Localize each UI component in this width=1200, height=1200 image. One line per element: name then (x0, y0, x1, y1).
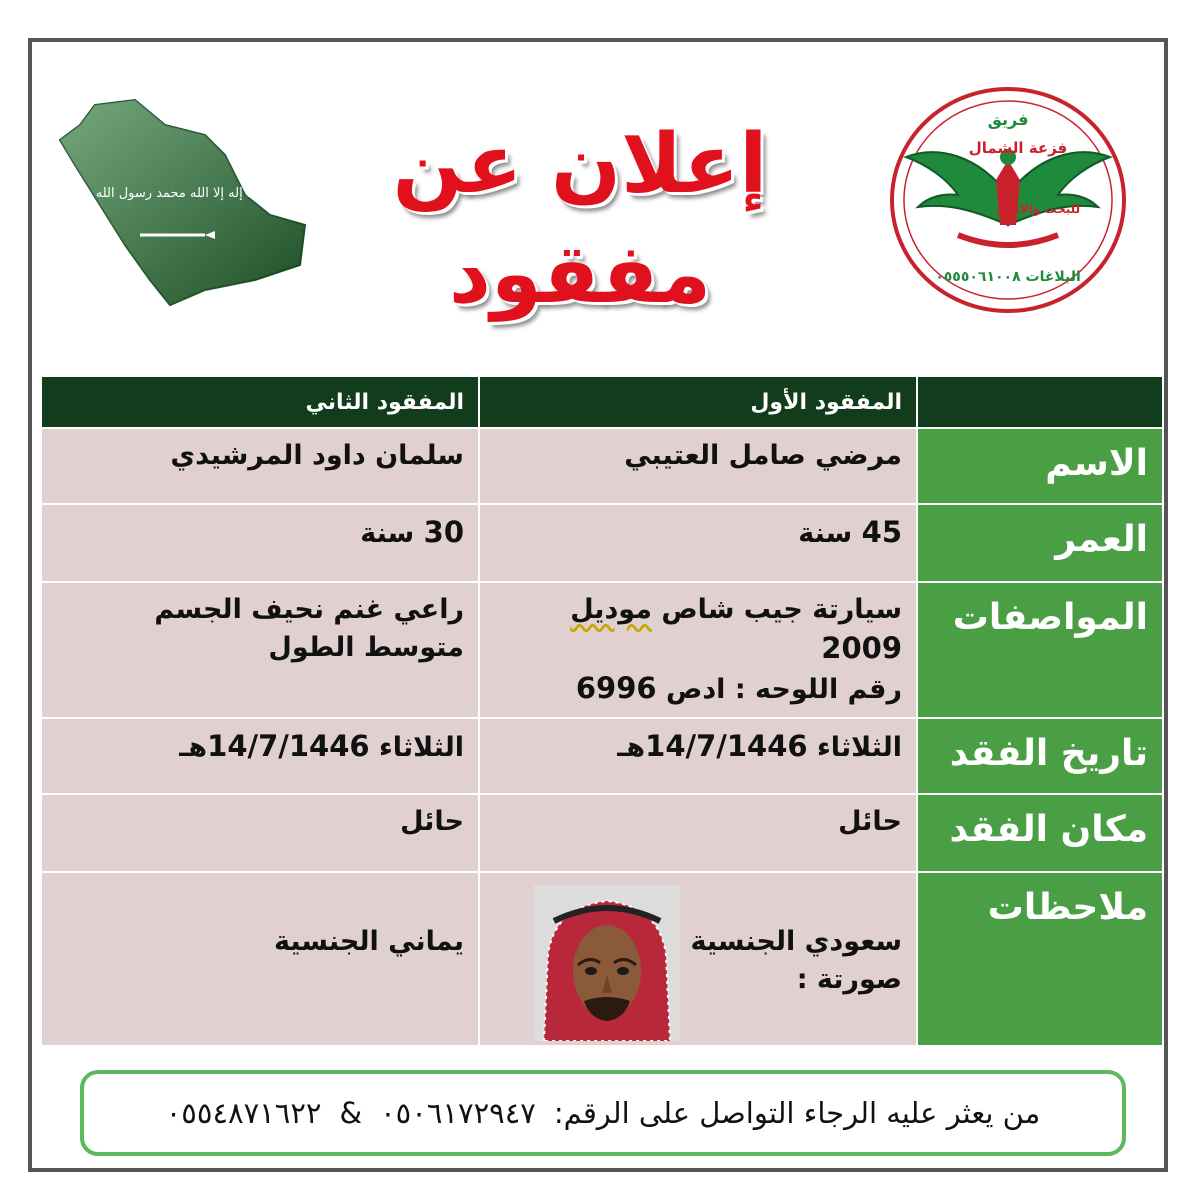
first-nationality: سعودي الجنسية (690, 926, 902, 957)
second-age-unit: سنة (360, 518, 415, 549)
second-age-number: 30 (423, 515, 464, 549)
missing-persons-table (40, 375, 1164, 1047)
second-date-day: الثلاثاء (379, 732, 464, 763)
second-place-value: حائل (41, 794, 479, 872)
first-age-unit: سنة (798, 518, 853, 549)
first-date-value (479, 718, 917, 794)
second-date-number: 14/7/1446 (207, 729, 370, 763)
vehicle-text: سيارتة جيب شاص (661, 594, 902, 625)
second-date-value (41, 718, 479, 794)
page-title: إعلان عن مفقود (392, 117, 768, 322)
second-age-value (41, 504, 479, 582)
first-age-number: 45 (861, 515, 902, 549)
first-photo-label: صورتة : (796, 964, 902, 995)
label-description: المواصفات (917, 582, 1163, 718)
header-corner-cell (917, 376, 1163, 428)
second-date-suffix: هـ (179, 732, 208, 763)
second-notes-value (41, 872, 479, 1046)
contact-phone-1[interactable]: ٠٥٠٦١٧٢٩٤٧ (380, 1096, 536, 1130)
saudi-map-flag-icon (55, 95, 310, 310)
contact-footer (80, 1070, 1126, 1156)
first-place-value: حائل (479, 794, 917, 872)
plate-number: 6996 (575, 671, 657, 705)
first-notes-value (479, 872, 917, 1046)
first-age-value (479, 504, 917, 582)
table-row-place (41, 794, 1163, 872)
first-name-value: مرضي صامل العتيبي (479, 428, 917, 504)
first-date-number: 14/7/1446 (645, 729, 808, 763)
model-text: موديل (570, 594, 652, 625)
label-notes: ملاحظات (917, 872, 1163, 1046)
missing-person-photo (534, 885, 680, 1041)
label-age: العمر (917, 504, 1163, 582)
contact-text: من يعثر عليه الرجاء التواصل على الرقم: (553, 1096, 1041, 1130)
logo-team-text: فريق (987, 110, 1029, 129)
second-description-value: راعي غنم نحيف الجسم متوسط الطول (41, 582, 479, 718)
first-notes-text (691, 923, 902, 999)
first-description-line2 (494, 669, 902, 709)
second-name-value: سلمان داود المرشيدي (41, 428, 479, 504)
header-first-missing: المفقود الأول (479, 376, 917, 428)
contact-phone-2[interactable]: ٠٥٥٤٨٧١٦٢٢ (165, 1096, 322, 1130)
second-notes-wrap (56, 881, 464, 1037)
label-place: مكان الفقد (917, 794, 1163, 872)
table-row-description (41, 582, 1163, 718)
first-description-line1 (494, 591, 902, 669)
second-nationality: يماني الجنسية (274, 926, 464, 957)
table-header-row (41, 376, 1163, 428)
logo-group-text: فزعة الشمال (968, 139, 1068, 157)
label-name: الاسم (917, 428, 1163, 504)
contact-separator: & (339, 1096, 363, 1130)
table-row-name (41, 428, 1163, 504)
logo-mission-text: للبحث والانقاذ (995, 202, 1081, 216)
first-date-suffix: هـ (617, 732, 646, 763)
first-notes-wrap (494, 881, 902, 1037)
first-description-value (479, 582, 917, 718)
label-date: تاريخ الفقد (917, 718, 1163, 794)
plate-text: رقم اللوحه : ادص (666, 674, 902, 705)
model-year: 2009 (821, 631, 902, 665)
first-date-day: الثلاثاء (817, 732, 902, 763)
header-second-missing: المفقود الثاني (41, 376, 479, 428)
table-row-date (41, 718, 1163, 794)
search-rescue-team-logo (888, 85, 1128, 315)
shahada-text: لا إله إلا الله محمد رسول الله (95, 186, 255, 201)
table-row-notes (41, 872, 1163, 1046)
logo-hotline-text: البلاغات ٠٥٥٥٠٦١٠٠٨ (935, 269, 1081, 285)
table-row-age (41, 504, 1163, 582)
